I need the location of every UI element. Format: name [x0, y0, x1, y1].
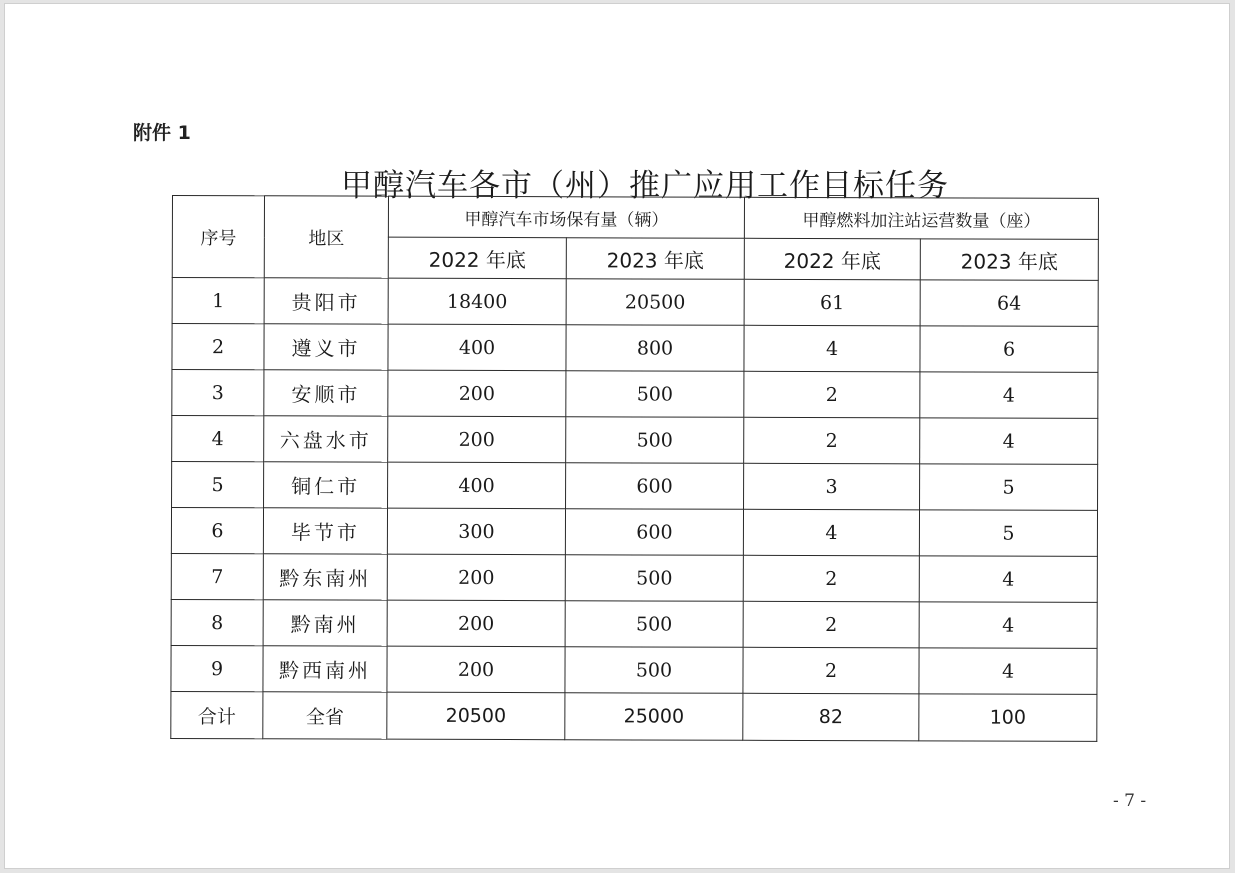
cell-vehicles-2023: 600: [565, 509, 743, 556]
cell-stations-2022: 2: [743, 647, 919, 694]
total-stations-2023: 100: [919, 694, 1097, 742]
cell-region: 安顺市: [264, 370, 388, 416]
cell-stations-2023: 4: [919, 648, 1097, 695]
cell-vehicles-2022: 300: [387, 508, 565, 555]
cell-index: 2: [172, 324, 264, 370]
cell-index: 9: [171, 645, 263, 691]
total-region: 全省: [263, 692, 387, 739]
cell-region: 毕节市: [263, 508, 387, 554]
header-index: 序号: [172, 196, 264, 278]
cell-stations-2022: 2: [744, 371, 920, 418]
cell-region: 黔西南州: [263, 646, 387, 692]
header-year-stations-2022: 2022 年底: [744, 238, 920, 280]
cell-index: 6: [171, 508, 263, 554]
cell-stations-2023: 4: [919, 602, 1097, 649]
header-region: 地区: [264, 196, 388, 278]
table-row: [171, 508, 1097, 557]
cell-vehicles-2022: 200: [388, 416, 566, 463]
cell-vehicles-2023: 500: [565, 601, 743, 648]
header-row-top: [172, 196, 1098, 240]
total-vehicles-2023: 25000: [565, 693, 743, 741]
cell-vehicles-2022: 200: [387, 600, 565, 647]
cell-stations-2022: 4: [743, 509, 919, 556]
cell-index: 8: [171, 599, 263, 645]
table-row: [172, 278, 1098, 327]
page-number: - 7 -: [1113, 791, 1147, 811]
cell-stations-2023: 5: [919, 510, 1097, 557]
cell-stations-2023: 4: [920, 372, 1098, 419]
total-vehicles-2022: 20500: [387, 692, 565, 740]
table-row: [172, 462, 1098, 511]
table-row: [171, 645, 1097, 694]
cell-vehicles-2023: 20500: [566, 279, 744, 326]
cell-vehicles-2022: 200: [387, 554, 565, 601]
cell-stations-2022: 2: [743, 601, 919, 648]
cell-vehicles-2022: 400: [388, 324, 566, 371]
cell-vehicles-2022: 400: [388, 462, 566, 509]
cell-index: 3: [172, 370, 264, 416]
total-stations-2022: 82: [743, 693, 919, 741]
cell-region: 黔南州: [263, 600, 387, 646]
header-vehicle-group: 甲醇汽车市场保有量（辆）: [388, 196, 744, 238]
cell-region: 贵阳市: [264, 278, 388, 324]
cell-index: 7: [171, 553, 263, 599]
table-row: [172, 370, 1098, 419]
cell-stations-2023: 4: [920, 418, 1098, 465]
cell-stations-2022: 3: [744, 463, 920, 510]
cell-vehicles-2023: 600: [566, 463, 744, 510]
cell-index: 5: [172, 462, 264, 508]
table-row: [172, 324, 1098, 373]
header-station-group: 甲醇燃料加注站运营数量（座）: [744, 197, 1098, 239]
cell-region: 铜仁市: [264, 462, 388, 508]
table-row: [171, 553, 1097, 602]
cell-stations-2023: 6: [920, 326, 1098, 373]
cell-stations-2023: 5: [920, 464, 1098, 511]
attachment-label: 附件 1: [133, 122, 191, 144]
cell-vehicles-2023: 500: [566, 371, 744, 418]
cell-stations-2023: 64: [920, 280, 1098, 327]
cell-vehicles-2022: 18400: [388, 278, 566, 325]
cell-index: 4: [172, 416, 264, 462]
table-row: [172, 416, 1098, 465]
cell-stations-2022: 2: [744, 417, 920, 464]
cell-vehicles-2023: 500: [565, 555, 743, 602]
cell-index: 1: [172, 278, 264, 324]
target-table: [170, 195, 1099, 742]
cell-region: 遵义市: [264, 324, 388, 370]
cell-stations-2022: 4: [744, 325, 920, 372]
cell-region: 六盘水市: [264, 416, 388, 462]
cell-vehicles-2023: 800: [566, 325, 744, 372]
cell-stations-2022: 61: [744, 279, 920, 326]
table-row: [171, 599, 1097, 648]
document-title: 甲醇汽车各市（州）推广应用工作目标任务: [341, 168, 949, 204]
header-year-vehicles-2022: 2022 年底: [388, 237, 566, 279]
cell-vehicles-2022: 200: [388, 370, 566, 417]
total-row: [171, 691, 1097, 741]
cell-vehicles-2023: 500: [565, 647, 743, 694]
total-label: 合计: [171, 691, 263, 738]
cell-vehicles-2023: 500: [566, 417, 744, 464]
cell-stations-2022: 2: [743, 555, 919, 602]
cell-vehicles-2022: 200: [387, 646, 565, 693]
header-year-stations-2023: 2023 年底: [920, 239, 1098, 281]
cell-region: 黔东南州: [263, 554, 387, 600]
cell-stations-2023: 4: [919, 556, 1097, 603]
header-year-vehicles-2023: 2023 年底: [566, 238, 744, 280]
